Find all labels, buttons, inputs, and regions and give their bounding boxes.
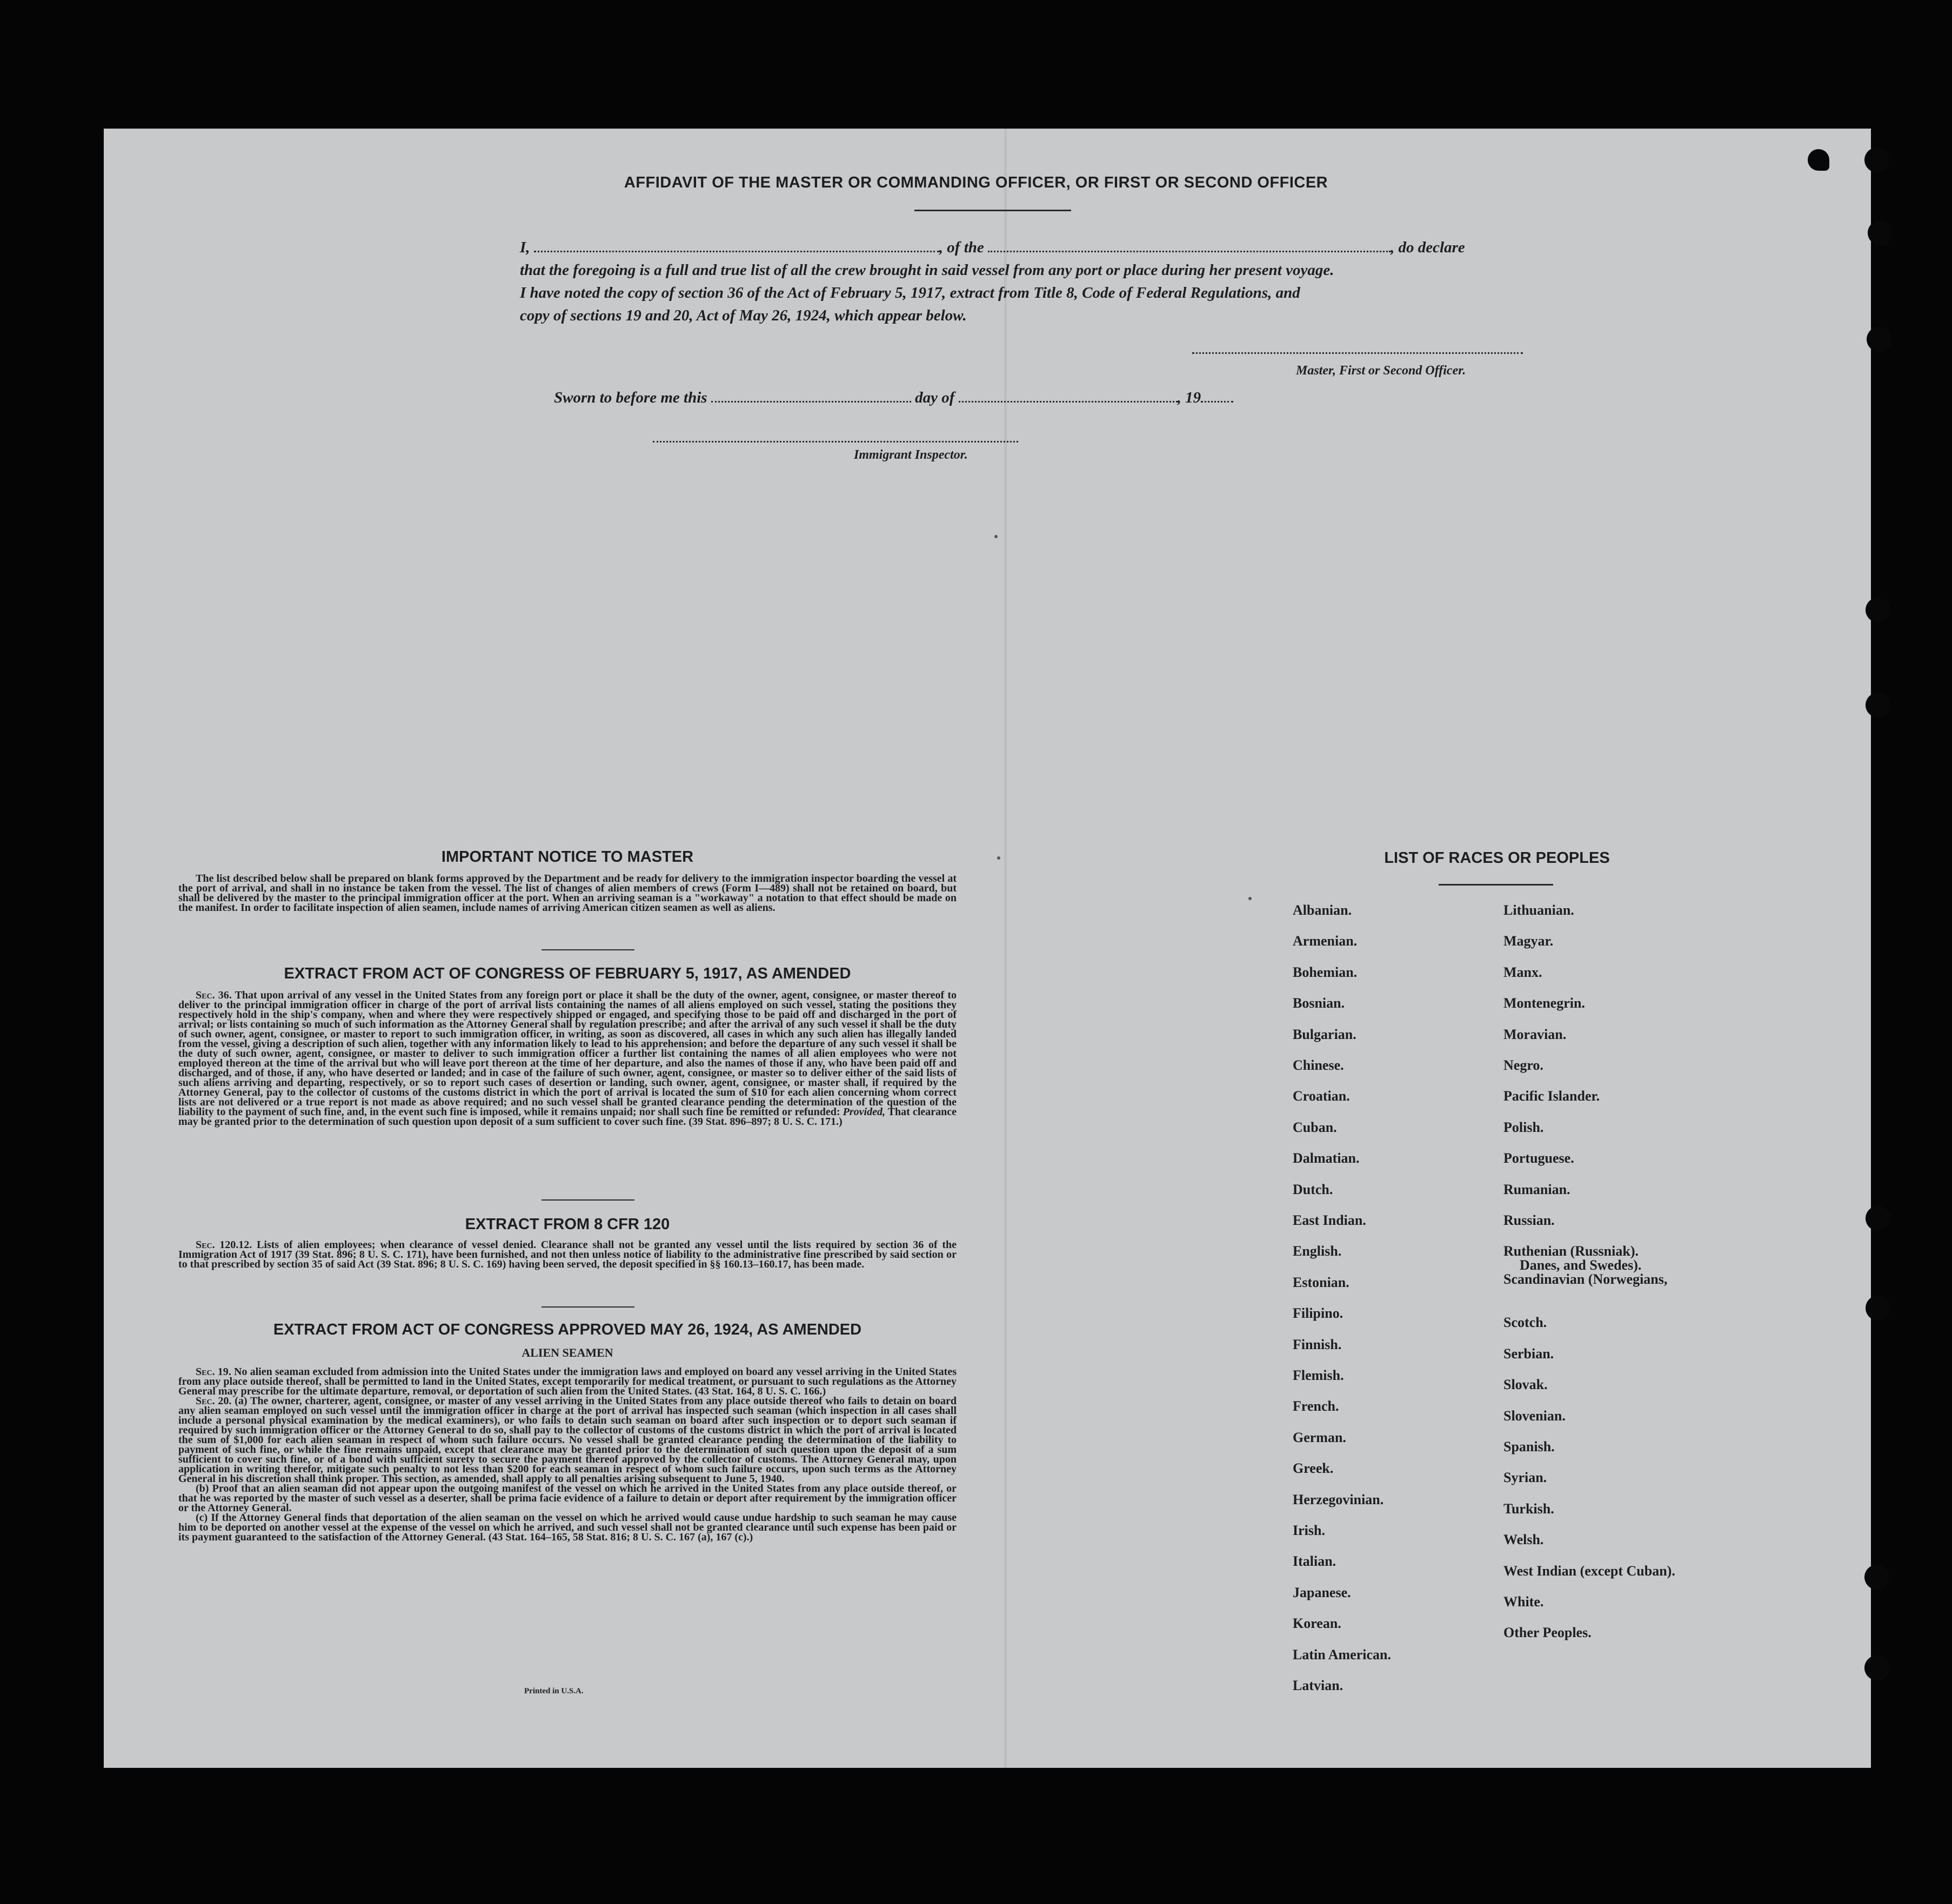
race-item: Danes, and Swedes). xyxy=(1520,1257,1642,1273)
race-item: Bohemian. xyxy=(1293,964,1358,980)
sec-20a-body: (a) The owner, charterer, agent, consignee, or master of any vessel arriving in the United States from any place outside thereof who fails to detain on board any alien seaman employed on such vessel until the immigration officer in charge at the port of arrival has inspected such seaman (which inspection in all cases shall include a personal physical examination by the medical examiners), or who fails to detain such seaman on board after such inspection or to deport such seaman if required by such immigration officer or the Attorney General to do so, shall pay to the collector of customs of the customs district in which the port of arrival is located the sum of $1,000 for each alien seaman in respect of whom such failure occurs. No vessel shall be granted clearance pending the determination of the liability to payment of such fine, or while the fine remains unpaid, except that clearance may be granted prior to the determination of such question upon the deposit of a sum sufficient to cover such fine, or of a bond with sufficient surety to secure the payment thereof approved by the collector of customs. The Attorney General may, upon application in writing therefor, mitigate such penalty to not less than $200 for each seaman in respect of whom such failure occurs, upon such terms as the Attorney General in his discretion shall think proper. This section, as amended, shall apply to all penalties arising subsequent to June 5, 1940. xyxy=(178,1395,957,1485)
affidavit-text-line: copy of sections 19 and 20, Act of May 26, 1924, which appear below. xyxy=(520,307,967,324)
race-item: Slovenian. xyxy=(1503,1408,1566,1424)
punch-hole xyxy=(1866,598,1890,622)
sworn-line xyxy=(554,389,1233,407)
race-item: Finnish. xyxy=(1293,1337,1342,1352)
race-item: Spanish. xyxy=(1503,1439,1555,1454)
race-item: Italian. xyxy=(1293,1553,1336,1569)
race-item: Latvian. xyxy=(1293,1678,1343,1693)
race-item: Dalmatian. xyxy=(1293,1150,1360,1166)
extract-1924-text xyxy=(178,1367,957,1542)
race-item: Dutch. xyxy=(1293,1182,1333,1197)
provided-word: Provided, xyxy=(843,1106,885,1118)
notice-text xyxy=(178,874,957,913)
punch-hole xyxy=(1864,1565,1889,1590)
name-field[interactable] xyxy=(534,251,939,252)
affidavit-text-line: I have noted the copy of section 36 of the Act of February 5, 1917, extract from Title 8, Code of Federal Regulations, and xyxy=(520,284,1300,301)
race-item: White. xyxy=(1503,1594,1544,1610)
day-of-label: day of xyxy=(915,389,955,406)
punch-hole xyxy=(1866,1296,1890,1320)
race-item: Bulgarian. xyxy=(1293,1027,1356,1042)
speck xyxy=(1248,897,1252,900)
punch-hole xyxy=(1867,327,1891,352)
race-item: Greek. xyxy=(1293,1460,1334,1476)
title-rule xyxy=(914,210,1071,211)
race-item: Serbian. xyxy=(1503,1346,1554,1362)
race-item: Turkish. xyxy=(1503,1501,1554,1517)
sec-20b-body: (b) Proof that an alien seaman did not appear upon the outgoing manifest of the vessel on which he arrived in the United States from any place outside thereof, or that he was reported by the master of such vessel as a deserter, shall be prima facie evidence of a failure to detain or deport after requirement by the immigration officer or the Attorney General. xyxy=(178,1483,957,1514)
race-item: Korean. xyxy=(1293,1615,1341,1631)
affidavit-declaration-line xyxy=(520,237,1525,259)
speck xyxy=(997,856,1000,860)
race-item: French. xyxy=(1293,1398,1339,1414)
speck xyxy=(994,535,998,538)
punch-hole xyxy=(1864,148,1889,172)
section-number: Sec. 120.12. xyxy=(196,1239,252,1251)
sworn-day-field[interactable] xyxy=(711,401,911,403)
race-item: Filipino. xyxy=(1293,1305,1343,1321)
sworn-month-field[interactable] xyxy=(959,401,1178,403)
extract-1917-body: That upon arrival of any vessel in the United States from any foreign port or place it shall be the duty of the owner, agent, consignee, or master thereof to deliver to the principal immigration officer in charge of the port of arrival lists containing the names of all aliens employed on such vessel, stating the positions they respectively hold in the ship's company, when and where they were respectively shipped or engaged, and specifying those to be paid off and discharged in the port of arrival; or lists containing so much of such information as the Attorney General shall by regulation prescribe; and after the arrival of any such vessel it shall be the duty of such owner, agent, consignee, or master to report to such immigration officer, in writing, as soon as discovered, all cases in which any such alien has illegally landed from the vessel, giving a description of such alien, together with any information likely to lead to his apprehension; and before the departure of any such vessel it shall be the duty of such owner, agent, consignee, or master to deliver to such immigration officer a further list containing the names of all alien employees who were not employed thereon at the time of the arrival but who will leave port thereon at the time of her departure, and also the names of those if any, who have been paid off and discharged, and of those, if any, who have deserted or landed; and in case of the failure of such owner, agent, consignee, or master so to deliver either of the said lists of such aliens arriving and departing, respectively, or so to report such cases of desertion or landing, such owner, agent, consignee, or master shall, if required by the Attorney General, pay to the collector of customs of the customs district in which the port of arrival is located the sum of $10 for each alien concerning whom correct lists are not delivered or a true report is not made as above required; and no such vessel shall be granted clearance pending the determination of the question of the liability to the payment of such fine, and, in the event such fine is imposed, while it remains unpaid; nor shall such fine be remitted or refunded: xyxy=(178,989,957,1118)
extract-1917-tail: That clearance may be granted prior to the determination of such question upon deposit of a sum sufficient to cover such fine. (39 Stat. 896–897; 8 U. S. C. 171.) xyxy=(178,1106,957,1128)
race-item: East Indian. xyxy=(1293,1212,1366,1228)
race-item: German. xyxy=(1293,1430,1346,1445)
extract-1924-subtitle: ALIEN SEAMEN xyxy=(522,1346,613,1359)
race-item: Moravian. xyxy=(1503,1027,1567,1042)
race-item: West Indian (except Cuban). xyxy=(1503,1563,1675,1579)
race-item: Bosnian. xyxy=(1293,995,1345,1011)
section-number: Sec. 36. xyxy=(196,989,232,1001)
notice-title: IMPORTANT NOTICE TO MASTER xyxy=(441,848,694,866)
section-rule xyxy=(542,949,634,950)
race-item: Ruthenian (Russniak). xyxy=(1503,1243,1639,1259)
inspector-signature-field[interactable] xyxy=(653,441,1018,443)
section-number: Sec. 20. xyxy=(196,1395,232,1407)
race-item: Albanian. xyxy=(1293,902,1352,918)
punch-hole xyxy=(1868,220,1893,245)
extract-cfr-title: EXTRACT FROM 8 CFR 120 xyxy=(465,1216,670,1233)
extract-1917-text xyxy=(178,990,957,1127)
master-signature-field[interactable] xyxy=(1192,352,1523,354)
race-item: Japanese. xyxy=(1293,1585,1351,1600)
master-label: Master, First or Second Officer. xyxy=(1296,364,1466,378)
race-item: Slovak. xyxy=(1503,1377,1548,1392)
year-prefix: , 19 xyxy=(1177,389,1201,406)
affidavit-text-line: that the foregoing is a full and true list of all the crew brought in said vessel from any port or place during her present voyage. xyxy=(520,262,1334,279)
punch-hole xyxy=(1866,1206,1890,1231)
race-item: Scandinavian (Norwegians, xyxy=(1503,1271,1668,1287)
race-item: Cuban. xyxy=(1293,1119,1337,1135)
race-item: Magyar. xyxy=(1503,933,1554,949)
race-item: Russian. xyxy=(1503,1212,1555,1228)
race-item: English. xyxy=(1293,1243,1342,1259)
section-rule xyxy=(542,1306,634,1308)
printed-in-usa: Printed in U.S.A. xyxy=(524,1687,584,1695)
inspector-label: Immigrant Inspector. xyxy=(854,448,968,462)
race-item: Armenian. xyxy=(1293,933,1358,949)
races-title: LIST OF RACES OR PEOPLES xyxy=(1384,849,1610,867)
race-item: Polish. xyxy=(1503,1119,1544,1135)
race-item: Negro. xyxy=(1503,1057,1543,1073)
sec-20c-body: (c) If the Attorney General finds that deportation of the alien seaman on the vessel on which he arrived would cause undue hardship to such seaman he may cause him to be deported on another vessel at the expense of the vessel on which he arrived, and such vessel shall not be granted clearance until such expense has been paid or its payment guaranteed to the satisfaction of the Attorney General. (43 Stat. 164–165, 58 Stat. 816; 8 U. S. C. 167 (a), 167 (c).) xyxy=(178,1512,957,1543)
extract-cfr-text xyxy=(178,1240,957,1269)
notice-paragraph: The list described below shall be prepared on blank forms approved by the Department and be ready for delivery to the immigration inspector boarding the vessel at the port of arrival, and shall in no instance be taken from the vessel. The list of changes of alien members of crews (Form I—489) shall not be retained on board, but shall be delivered by the master to the principal immigration officer at the port. When an arriving seaman is a "workaway" a notation to that effect should be made on the manifest. In order to facilitate inspection of alien seamen, include names of arriving American citizen seamen as well as aliens. xyxy=(178,873,957,914)
race-item: Lithuanian. xyxy=(1503,902,1574,918)
race-item: Chinese. xyxy=(1293,1057,1344,1073)
section-rule xyxy=(542,1199,634,1201)
sworn-label: Sworn to before me this xyxy=(554,389,707,406)
punch-hole xyxy=(1864,1655,1889,1680)
affidavit-i: I, xyxy=(520,239,530,256)
vessel-field[interactable] xyxy=(988,251,1391,252)
affidavit-do-declare: , do declare xyxy=(1391,239,1465,256)
race-item: Estonian. xyxy=(1293,1275,1349,1290)
extract-1917-title: EXTRACT FROM ACT OF CONGRESS OF FEBRUARY 5, 1917, AS AMENDED xyxy=(284,965,851,982)
race-item: Manx. xyxy=(1503,964,1542,980)
race-item: Montenegrin. xyxy=(1503,995,1585,1011)
races-title-rule xyxy=(1439,884,1553,886)
race-item: Scotch. xyxy=(1503,1315,1547,1330)
extract-1924-title: EXTRACT FROM ACT OF CONGRESS APPROVED MAY 26, 1924, AS AMENDED xyxy=(273,1321,862,1338)
race-item: Syrian. xyxy=(1503,1470,1547,1485)
race-item: Latin American. xyxy=(1293,1647,1391,1662)
race-item: Rumanian. xyxy=(1503,1182,1570,1197)
race-item: Pacific Islander. xyxy=(1503,1088,1600,1104)
section-number: Sec. 19. xyxy=(196,1366,231,1378)
punch-hole xyxy=(1866,693,1890,718)
race-item: Irish. xyxy=(1293,1523,1325,1538)
affidavit-title: AFFIDAVIT OF THE MASTER OR COMMANDING OFFICER, OR FIRST OR SECOND OFFICER xyxy=(624,174,1328,191)
race-item: Welsh. xyxy=(1503,1532,1544,1547)
punch-hole xyxy=(1808,149,1829,171)
race-item: Herzegovinian. xyxy=(1293,1492,1384,1507)
page-fold xyxy=(1004,129,1007,1768)
race-item: Croatian. xyxy=(1293,1088,1350,1104)
race-item: Other Peoples. xyxy=(1503,1625,1592,1640)
race-item: Portuguese. xyxy=(1503,1150,1574,1166)
affidavit-of-the: , of the xyxy=(939,239,984,256)
extract-cfr-body: Lists of alien employees; when clearance of vessel denied. Clearance shall not be granted any vessel until the lists required by section 36 of the Immigration Act of 1917 (39 Stat. 896; 8 U. S. C. 171), have been furnished, and not then unless notice of liability to the administrative fine prescribed by said section or to that prescribed by section 35 of said Act (39 Stat. 896; 8 U. S. C. 169) having been served, the deposit specified in §§ 160.13–160.17, has been made. xyxy=(178,1239,957,1270)
race-item: Flemish. xyxy=(1293,1367,1344,1383)
sworn-year-field[interactable] xyxy=(1201,401,1233,403)
sec-19-body: No alien seaman excluded from admission into the United States under the immigration laws and employed on board any vessel arriving in the United States from any place outside thereof, shall be permitted to land in the United States, except temporarily for medical treatment, or pursuant to such regulations as the Attorney General may prescribe for the ultimate departure, removal, or deportation of such alien from the United States. (43 Stat. 164, 8 U. S. C. 166.) xyxy=(178,1366,957,1397)
